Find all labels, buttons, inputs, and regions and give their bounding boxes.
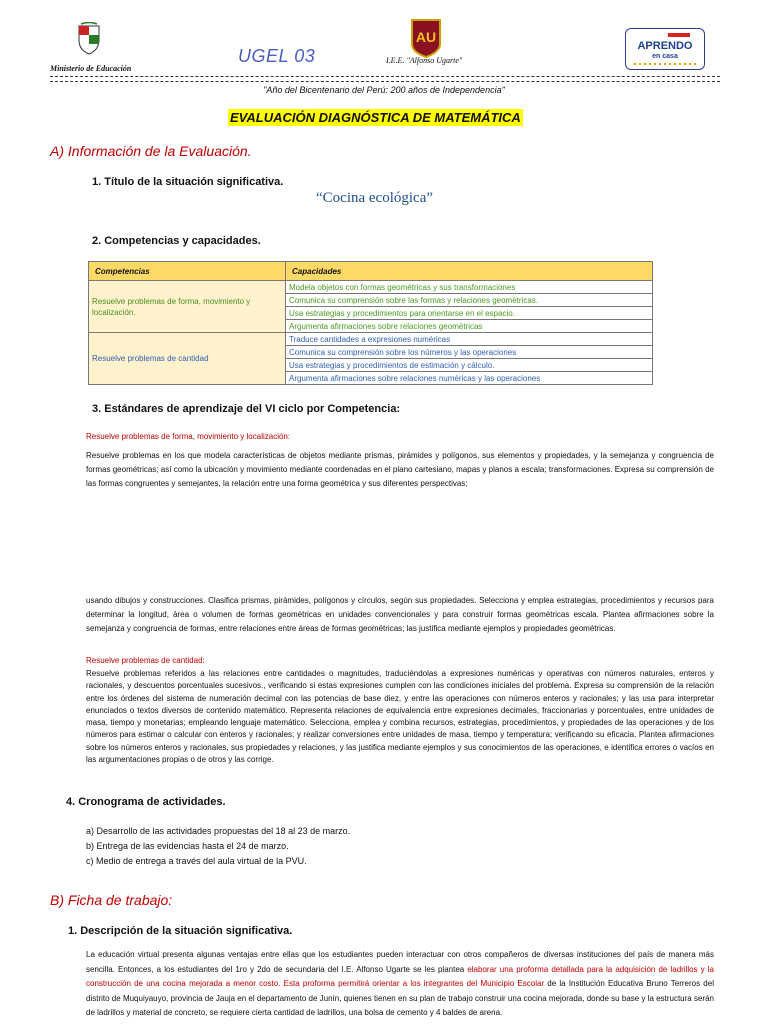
item-3-heading: 3. Estándares de aprendizaje del VI ciclo por Competencia: <box>92 403 401 415</box>
table-row <box>89 281 653 294</box>
description-text: de la Institución Educativa Bruno Terreros del distrito de Muquiyauyo, provincia de Jauja en el departamento de Junín, quienes tienen en su plan de trabajo construir una cocina mejorada, donde su base y la estructura serán de ladrillos y material de concreto, se requiere cierta cantidad de ladrillos, una bolsa de cemento y 4 baldes de arena. <box>86 979 714 1017</box>
standard-1-paragraph-2: usando dibujos y construcciones. Clasifica prismas, pirámides, polígonos y círculos, según sus propiedades. Selecciona y emplea estrategias, procedimientos y recursos para determinar la longitud, área o volumen de formas geométricas en unidades convencionales y para construir formas geométricas escala. Plantea afirmaciones sobre la semejanza y congruencia de formas, entre relaciones entre áreas de formas geométricas; las justifica mediante ejemplos y propiedades geométricas. <box>86 596 714 633</box>
section-b-heading: B) Ficha de trabajo: <box>50 892 173 908</box>
capacity-cell: Argumenta afirmaciones sobre relaciones numéricas y las operaciones <box>286 372 653 385</box>
item-2-heading: 2. Competencias y capacidades. <box>92 235 261 247</box>
description-text: La educación virtual presenta algunas ventajas entre ellas que los estudiantes pueden interactuar con otros compañeros de diversas instituciones del país de manera más sencilla. Entonces, a los estudiantes del 1ro y 2do de secundaria del I.E. Alfonso Ugarte se les plantea <box>86 950 714 974</box>
schedule-list <box>86 824 350 869</box>
section-a-heading: A) Información de la Evaluación. <box>50 143 252 159</box>
list-item: b) Entrega de las evidencias hasta el 24 de marzo. <box>86 841 289 851</box>
standard-2-paragraph: Resuelve problemas referidos a las relaciones entre cantidades o magnitudes, traduciéndolas a expresiones numéricas y operativas con números naturales, enteros y racionales, y descuentos porcentuales sucesivos., verificando si estas expresiones cumplen con las condiciones iniciales del problema. Expresa su comprensión de la relación entre los órdenes del sistema de numeración decimal con las potencias de base diez, y entre las operaciones con números enteros y racionales; y las usa para interpretar enunciados o textos diversos de contenido matemático. Representa relaciones de equivalencia entre expresiones decimales, fraccionarias y porcentuales, entre unidades de masa, tiempo y monetarias; empleando lenguaje matemático. Selecciona, emplea y combina recursos, estrategias, procedimientos, y propiedades de las operaciones y de los números para estimar o calcular con enteros y racionales; y realizar conversiones entre unidades de masa, tiempo y temperatura; verificando su eficacia. Plantea afirmaciones sobre los números enteros y racionales, sus propiedades y relaciones, y las justifica mediante ejemplos y sus conocimientos de las operaciones, e identifica errores o vacíos en las argumentaciones propias o de otros y las corrige. <box>86 669 714 765</box>
ugel-label: UGEL 03 <box>238 46 316 66</box>
ministry-label: Ministerio de Educación <box>50 64 132 73</box>
column-header: Capacidades <box>286 262 653 281</box>
aprendo-logo-line1: APRENDO <box>637 40 693 52</box>
situation-title: “Cocina ecológica” <box>316 190 434 206</box>
school-logo-text: AU <box>415 29 437 45</box>
section-b-item-1-heading: 1. Descripción de la situación significativa. <box>68 925 293 937</box>
standard-1-title: Resuelve problemas de forma, movimiento y localización: <box>86 432 291 441</box>
flag-stripe <box>668 33 690 37</box>
header-divider <box>50 76 720 82</box>
table-row <box>89 333 653 346</box>
capacity-cell: Argumenta afirmaciones sobre relaciones geométricas <box>286 320 653 333</box>
year-motto: "Año del Bicentenario del Perú: 200 años de Independencia" <box>263 85 505 95</box>
competencies-table <box>88 261 653 385</box>
peru-crest-icon <box>76 22 102 56</box>
capacity-cell: Comunica su comprensión sobre las formas y relaciones geométricas. <box>286 294 653 307</box>
aprendo-logo-line2: en casa <box>652 53 678 60</box>
school-name: I.E.E. "Alfonso Ugarte" <box>386 56 463 65</box>
column-header: Competencias <box>89 262 286 281</box>
list-item: a) Desarrollo de las actividades propuestas del 18 al 23 de marzo. <box>86 826 351 836</box>
item-1-heading: 1. Título de la situación significativa. <box>92 176 284 188</box>
capacity-cell: Modela objetos con formas geométricas y sus transformaciones <box>286 281 653 294</box>
page-title: EVALUACIÓN DIAGNÓSTICA DE MATEMÁTICA <box>230 110 521 125</box>
logo-dots <box>634 63 696 65</box>
table-header-row <box>89 262 653 281</box>
school-shield-icon <box>410 18 442 58</box>
list-item: c) Medio de entrega a través del aula virtual de la PVU. <box>86 856 307 866</box>
competency-cell: Resuelve problemas de forma, movimiento y localización. <box>89 281 286 333</box>
capacity-cell: Comunica su comprensión sobre los números y las operaciones <box>286 346 653 359</box>
item-4-heading: 4. Cronograma de actividades. <box>66 796 226 808</box>
standard-1-paragraph-1: Resuelve problemas en los que modela características de objetos mediante prismas, pirámides y polígonos, sus elementos y propiedades, y la semejanza y congruencia de formas geométricas; así como la ubicación y movimiento mediante coordenadas en el plano cartesiano, mapas y planos a escala; transformaciones. Expresa su comprensión de las formas congruentes y semejantes, la relación entre una forma geométrica y sus diferentes perspectivas; <box>86 451 714 488</box>
capacity-cell: Usa estrategias y procedimientos para orientarse en el espacio. <box>286 307 653 320</box>
standard-2-title: Resuelve problemas de cantidad: <box>86 656 205 665</box>
competency-cell: Resuelve problemas de cantidad <box>89 333 286 385</box>
description-highlight: elaborar una proforma detallada para la adquisición de ladrillos y la construcción de una cocina mejorada a menor costo. Esta proforma permitirá orientar a los integrantes del Municipio Escolar <box>86 964 715 988</box>
capacity-cell: Traduce cantidades a expresiones numéricas <box>286 333 653 346</box>
aprendo-en-casa-logo <box>625 28 705 70</box>
capacity-cell: Usa estrategias y procedimientos de estimación y cálculo. <box>286 359 653 372</box>
situation-description <box>86 948 714 1021</box>
